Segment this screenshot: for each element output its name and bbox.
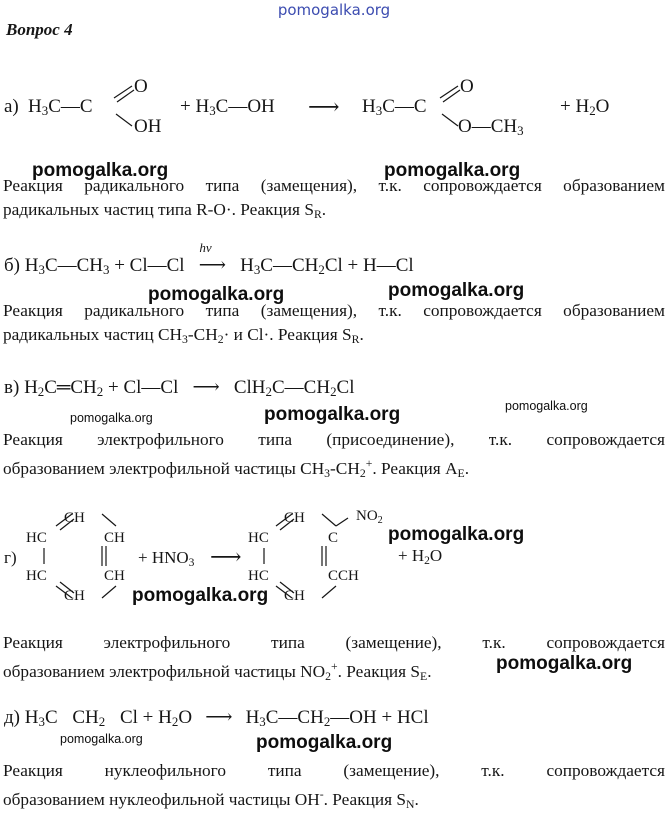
text-line: Реакция электрофильного типа (замещение), т.к. сопровождается: [3, 633, 665, 652]
atom: O: [460, 76, 474, 97]
text-line: радикальных частиц типа R-O·. Реакция $S_R$.: [3, 200, 327, 221]
atom: HC: [248, 568, 269, 584]
ester-chain: $O—CH_3$: [458, 116, 524, 138]
product-water: + $H_2O$: [398, 546, 443, 567]
text-line: Реакция нуклеофильного типа (замещение), т.к. сопровождается: [3, 761, 665, 780]
equation-b: б) $H_3C—CH_3$ + Cl—Cl hν ⟶ $H_3C—CH_2Cl$ + H—Cl: [4, 240, 414, 277]
reactant-acid: $H_3C—C$: [28, 96, 93, 118]
text-line: Реакция электрофильного типа (присоединение), т.к. сопровождается: [3, 430, 665, 449]
watermark: pomogalka.org: [384, 160, 521, 181]
equation-v: в) $H_2C═CH_2$ + Cl—Cl ⟶ $ClH_2C—CH_2Cl$: [4, 377, 355, 399]
atom: CH: [284, 588, 305, 604]
bond-lines: [104, 78, 144, 138]
watermark: pomogalka.org: [60, 732, 143, 746]
paragraph-b: [3, 299, 665, 352]
question-heading: Вопрос 4: [6, 20, 73, 39]
atom: O: [134, 76, 148, 97]
atom: CH: [104, 568, 125, 584]
text-line: радикальных частиц $CH_3-CH_2\cdot и$ Cl·. Реакция $S_R$.: [3, 325, 364, 346]
paragraph-v: [3, 428, 665, 486]
text-line: Реакция радикального типа (замещения), т.к. сопровождается образованием: [3, 176, 665, 195]
reactant-methanol: + $H_3C—OH$: [180, 96, 275, 118]
text-line: образованием нуклеофильной частицы OH-. Реакция $S_N$.: [3, 788, 419, 811]
paragraph-d: [3, 759, 665, 817]
watermark: pomogalka.org: [70, 411, 153, 425]
reaction-arrow: ⟶: [192, 377, 220, 398]
watermark: pomogalka.org: [388, 280, 525, 301]
atom: C: [328, 568, 339, 584]
watermark: pomogalka.org: [496, 653, 633, 674]
reaction-arrow: ⟶: [205, 707, 233, 728]
watermark: pomogalka.org: [256, 732, 393, 753]
watermark: pomogalka.org: [148, 284, 285, 305]
reaction-arrow: hν ⟶: [198, 240, 226, 276]
text-line: Реакция радикального типа (замещения), т.к. сопровождается образованием: [3, 301, 665, 320]
atom: CH: [284, 510, 305, 526]
atom: HC: [248, 530, 269, 546]
atom: HC: [26, 530, 47, 546]
product-ester: $H_3C—C$: [362, 96, 427, 118]
atom: OH: [134, 116, 162, 137]
watermark: pomogalka.org: [388, 524, 525, 545]
text-line: образованием электрофильной частицы $CH_3-CH_2^+$. Реакция $A_E$.: [3, 457, 470, 480]
product-water: + $H_2O$: [560, 96, 610, 118]
watermark: pomogalka.org: [264, 404, 401, 425]
equation-d: д) $H_3C$ $CH_2$ $Cl + H_2O$ ⟶ $H_3C—CH_2—OH$ + HCl: [4, 707, 429, 729]
atom: CH: [338, 568, 359, 584]
atom: CH: [64, 510, 85, 526]
atom: C: [328, 530, 339, 546]
equation-a: [4, 78, 664, 148]
bond-lines: [430, 78, 470, 138]
nitro-group: $NO_2$: [356, 508, 383, 526]
atom: CH: [104, 530, 125, 546]
text-line: образованием электрофильной частицы $NO_2^+$. Реакция $S_E$.: [3, 660, 432, 683]
equation-g: [4, 506, 544, 606]
atom: HC: [26, 568, 47, 584]
watermark: pomogalka.org: [132, 585, 269, 606]
site-watermark-top: pomogalka.org: [277, 1, 391, 19]
reagent-nitric-acid: + $HNO_3$: [138, 548, 195, 569]
section-label: а): [4, 96, 19, 117]
watermark: pomogalka.org: [32, 160, 169, 181]
reaction-arrow: ⟶: [210, 544, 242, 569]
reaction-arrow: ⟶: [308, 94, 340, 119]
watermark: pomogalka.org: [505, 399, 588, 413]
section-label: г): [4, 548, 17, 567]
atom: CH: [64, 588, 85, 604]
